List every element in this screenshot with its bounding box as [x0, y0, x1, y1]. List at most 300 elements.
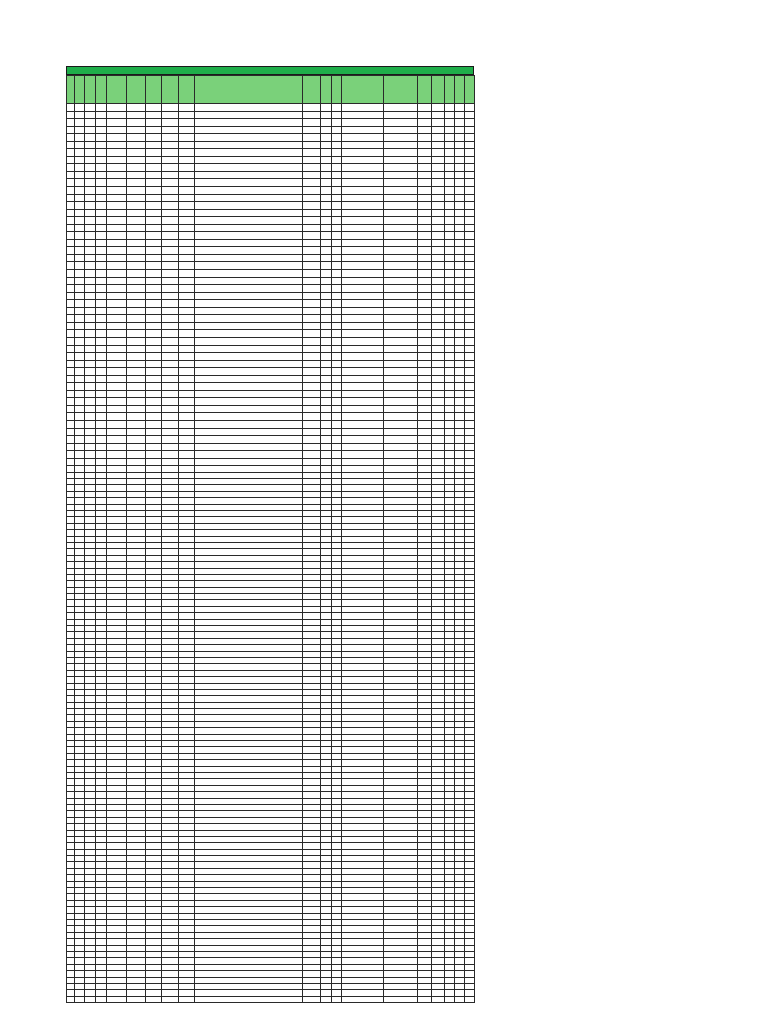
- table-cell[interactable]: [418, 383, 432, 391]
- table-cell[interactable]: [179, 390, 195, 398]
- table-cell[interactable]: [465, 209, 475, 217]
- table-cell[interactable]: [465, 262, 475, 270]
- table-cell[interactable]: [418, 368, 432, 376]
- table-cell[interactable]: [67, 337, 75, 345]
- table-cell[interactable]: [465, 111, 475, 119]
- table-cell[interactable]: [445, 307, 455, 315]
- table-cell[interactable]: [303, 390, 321, 398]
- table-cell[interactable]: [107, 194, 127, 202]
- table-cell[interactable]: [455, 179, 465, 187]
- table-cell[interactable]: [179, 277, 195, 285]
- table-cell[interactable]: [67, 111, 75, 119]
- table-cell[interactable]: [418, 104, 432, 112]
- table-cell[interactable]: [146, 375, 162, 383]
- table-cell[interactable]: [445, 292, 455, 300]
- table-cell[interactable]: [455, 375, 465, 383]
- table-cell[interactable]: [303, 232, 321, 240]
- table-cell[interactable]: [195, 111, 303, 119]
- table-cell[interactable]: [332, 202, 342, 210]
- table-cell[interactable]: [195, 187, 303, 195]
- table-cell[interactable]: [418, 194, 432, 202]
- table-cell[interactable]: [67, 239, 75, 247]
- table-cell[interactable]: [303, 194, 321, 202]
- table-cell[interactable]: [127, 179, 146, 187]
- table-cell[interactable]: [332, 209, 342, 217]
- table-cell[interactable]: [146, 254, 162, 262]
- table-cell[interactable]: [127, 353, 146, 361]
- table-cell[interactable]: [445, 134, 455, 142]
- table-cell[interactable]: [418, 353, 432, 361]
- table-cell[interactable]: [85, 270, 96, 278]
- table-cell[interactable]: [384, 428, 418, 436]
- table-cell[interactable]: [75, 353, 85, 361]
- table-cell[interactable]: [96, 111, 107, 119]
- table-cell[interactable]: [432, 247, 445, 255]
- table-cell[interactable]: [332, 119, 342, 127]
- table-cell[interactable]: [418, 443, 432, 451]
- table-cell[interactable]: [342, 247, 384, 255]
- table-cell[interactable]: [146, 104, 162, 112]
- table-cell[interactable]: [162, 428, 179, 436]
- table-cell[interactable]: [107, 375, 127, 383]
- table-cell[interactable]: [127, 254, 146, 262]
- table-cell[interactable]: [85, 307, 96, 315]
- table-cell[interactable]: [332, 405, 342, 413]
- table-cell[interactable]: [384, 134, 418, 142]
- table-cell[interactable]: [303, 307, 321, 315]
- table-cell[interactable]: [332, 996, 342, 1002]
- table-cell[interactable]: [321, 383, 332, 391]
- table-cell[interactable]: [195, 194, 303, 202]
- table-cell[interactable]: [195, 383, 303, 391]
- table-cell[interactable]: [384, 337, 418, 345]
- table-cell[interactable]: [321, 104, 332, 112]
- table-cell[interactable]: [445, 451, 455, 459]
- table-cell[interactable]: [127, 420, 146, 428]
- table-cell[interactable]: [321, 126, 332, 134]
- table-cell[interactable]: [455, 119, 465, 127]
- table-cell[interactable]: [127, 315, 146, 323]
- table-cell[interactable]: [418, 179, 432, 187]
- table-cell[interactable]: [146, 156, 162, 164]
- table-cell[interactable]: [321, 996, 332, 1002]
- table-cell[interactable]: [418, 300, 432, 308]
- table-cell[interactable]: [67, 277, 75, 285]
- table-cell[interactable]: [179, 436, 195, 444]
- table-cell[interactable]: [445, 420, 455, 428]
- table-cell[interactable]: [195, 179, 303, 187]
- table-cell[interactable]: [107, 164, 127, 172]
- table-cell[interactable]: [146, 390, 162, 398]
- table-cell[interactable]: [162, 270, 179, 278]
- table-cell[interactable]: [384, 307, 418, 315]
- table-cell[interactable]: [85, 368, 96, 376]
- table-cell[interactable]: [332, 254, 342, 262]
- table-cell[interactable]: [303, 164, 321, 172]
- table-cell[interactable]: [432, 315, 445, 323]
- table-cell[interactable]: [107, 262, 127, 270]
- table-cell[interactable]: [303, 239, 321, 247]
- table-cell[interactable]: [432, 405, 445, 413]
- table-cell[interactable]: [195, 141, 303, 149]
- table-cell[interactable]: [127, 322, 146, 330]
- table-cell[interactable]: [162, 315, 179, 323]
- table-cell[interactable]: [67, 149, 75, 157]
- table-cell[interactable]: [107, 360, 127, 368]
- table-cell[interactable]: [162, 307, 179, 315]
- table-cell[interactable]: [96, 126, 107, 134]
- table-cell[interactable]: [332, 337, 342, 345]
- table-cell[interactable]: [67, 179, 75, 187]
- table-cell[interactable]: [465, 232, 475, 240]
- table-cell[interactable]: [445, 330, 455, 338]
- table-cell[interactable]: [67, 171, 75, 179]
- table-cell[interactable]: [303, 353, 321, 361]
- table-cell[interactable]: [162, 202, 179, 210]
- table-cell[interactable]: [303, 451, 321, 459]
- table-cell[interactable]: [146, 141, 162, 149]
- table-cell[interactable]: [342, 164, 384, 172]
- table-cell[interactable]: [303, 285, 321, 293]
- table-cell[interactable]: [107, 171, 127, 179]
- table-cell[interactable]: [445, 368, 455, 376]
- table-cell[interactable]: [342, 307, 384, 315]
- table-cell[interactable]: [96, 224, 107, 232]
- table-cell[interactable]: [67, 224, 75, 232]
- table-cell[interactable]: [418, 322, 432, 330]
- table-cell[interactable]: [465, 224, 475, 232]
- table-cell[interactable]: [321, 254, 332, 262]
- table-cell[interactable]: [332, 420, 342, 428]
- table-cell[interactable]: [342, 270, 384, 278]
- table-cell[interactable]: [85, 104, 96, 112]
- table-cell[interactable]: [321, 194, 332, 202]
- table-cell[interactable]: [127, 126, 146, 134]
- table-cell[interactable]: [146, 353, 162, 361]
- table-cell[interactable]: [418, 996, 432, 1002]
- table-cell[interactable]: [465, 141, 475, 149]
- table-cell[interactable]: [107, 300, 127, 308]
- table-cell[interactable]: [384, 217, 418, 225]
- table-cell[interactable]: [342, 202, 384, 210]
- table-cell[interactable]: [384, 458, 418, 466]
- table-cell[interactable]: [445, 119, 455, 127]
- table-cell[interactable]: [67, 300, 75, 308]
- table-cell[interactable]: [107, 996, 127, 1002]
- table-cell[interactable]: [384, 285, 418, 293]
- table-cell[interactable]: [342, 337, 384, 345]
- table-cell[interactable]: [85, 141, 96, 149]
- table-cell[interactable]: [75, 307, 85, 315]
- table-cell[interactable]: [146, 270, 162, 278]
- table-cell[interactable]: [455, 345, 465, 353]
- table-cell[interactable]: [67, 368, 75, 376]
- table-cell[interactable]: [107, 443, 127, 451]
- table-cell[interactable]: [384, 224, 418, 232]
- table-cell[interactable]: [455, 420, 465, 428]
- table-cell[interactable]: [85, 322, 96, 330]
- table-cell[interactable]: [342, 443, 384, 451]
- table-cell[interactable]: [342, 187, 384, 195]
- table-cell[interactable]: [303, 209, 321, 217]
- table-cell[interactable]: [332, 315, 342, 323]
- table-cell[interactable]: [432, 398, 445, 406]
- table-cell[interactable]: [332, 360, 342, 368]
- table-cell[interactable]: [342, 179, 384, 187]
- table-cell[interactable]: [179, 330, 195, 338]
- table-cell[interactable]: [455, 194, 465, 202]
- table-cell[interactable]: [127, 330, 146, 338]
- table-cell[interactable]: [321, 141, 332, 149]
- table-cell[interactable]: [67, 232, 75, 240]
- table-cell[interactable]: [418, 239, 432, 247]
- table-cell[interactable]: [418, 217, 432, 225]
- table-cell[interactable]: [127, 307, 146, 315]
- table-cell[interactable]: [455, 330, 465, 338]
- table-cell[interactable]: [96, 119, 107, 127]
- table-cell[interactable]: [303, 330, 321, 338]
- table-cell[interactable]: [332, 149, 342, 157]
- table-cell[interactable]: [96, 405, 107, 413]
- table-cell[interactable]: [418, 292, 432, 300]
- table-cell[interactable]: [85, 217, 96, 225]
- table-cell[interactable]: [418, 345, 432, 353]
- table-cell[interactable]: [146, 247, 162, 255]
- table-cell[interactable]: [432, 383, 445, 391]
- table-cell[interactable]: [332, 451, 342, 459]
- table-cell[interactable]: [321, 443, 332, 451]
- table-cell[interactable]: [96, 368, 107, 376]
- table-cell[interactable]: [321, 398, 332, 406]
- table-cell[interactable]: [455, 262, 465, 270]
- table-cell[interactable]: [342, 141, 384, 149]
- table-cell[interactable]: [455, 413, 465, 421]
- table-cell[interactable]: [146, 413, 162, 421]
- table-cell[interactable]: [162, 330, 179, 338]
- table-cell[interactable]: [85, 420, 96, 428]
- table-cell[interactable]: [67, 443, 75, 451]
- table-cell[interactable]: [432, 262, 445, 270]
- table-cell[interactable]: [75, 119, 85, 127]
- table-cell[interactable]: [321, 247, 332, 255]
- table-cell[interactable]: [127, 996, 146, 1002]
- table-cell[interactable]: [85, 224, 96, 232]
- table-cell[interactable]: [303, 405, 321, 413]
- table-cell[interactable]: [162, 420, 179, 428]
- table-cell[interactable]: [85, 164, 96, 172]
- table-cell[interactable]: [465, 451, 475, 459]
- table-cell[interactable]: [465, 126, 475, 134]
- table-cell[interactable]: [96, 239, 107, 247]
- table-cell[interactable]: [162, 247, 179, 255]
- table-cell[interactable]: [195, 307, 303, 315]
- table-cell[interactable]: [162, 224, 179, 232]
- table-cell[interactable]: [146, 179, 162, 187]
- table-cell[interactable]: [418, 141, 432, 149]
- table-cell[interactable]: [107, 292, 127, 300]
- table-cell[interactable]: [179, 428, 195, 436]
- table-cell[interactable]: [85, 126, 96, 134]
- table-cell[interactable]: [96, 360, 107, 368]
- table-cell[interactable]: [303, 254, 321, 262]
- table-cell[interactable]: [75, 104, 85, 112]
- table-cell[interactable]: [445, 126, 455, 134]
- table-cell[interactable]: [146, 383, 162, 391]
- table-cell[interactable]: [67, 307, 75, 315]
- table-cell[interactable]: [107, 405, 127, 413]
- table-cell[interactable]: [321, 156, 332, 164]
- table-cell[interactable]: [303, 360, 321, 368]
- table-cell[interactable]: [179, 996, 195, 1002]
- table-cell[interactable]: [162, 322, 179, 330]
- table-cell[interactable]: [432, 134, 445, 142]
- table-cell[interactable]: [384, 171, 418, 179]
- table-cell[interactable]: [384, 383, 418, 391]
- table-cell[interactable]: [107, 209, 127, 217]
- table-cell[interactable]: [162, 209, 179, 217]
- table-cell[interactable]: [162, 390, 179, 398]
- table-cell[interactable]: [342, 209, 384, 217]
- table-cell[interactable]: [384, 292, 418, 300]
- table-cell[interactable]: [127, 390, 146, 398]
- table-cell[interactable]: [418, 171, 432, 179]
- table-cell[interactable]: [195, 315, 303, 323]
- table-cell[interactable]: [465, 217, 475, 225]
- table-cell[interactable]: [146, 428, 162, 436]
- table-cell[interactable]: [107, 285, 127, 293]
- table-cell[interactable]: [179, 375, 195, 383]
- table-cell[interactable]: [445, 202, 455, 210]
- table-cell[interactable]: [342, 277, 384, 285]
- table-cell[interactable]: [332, 126, 342, 134]
- table-cell[interactable]: [107, 254, 127, 262]
- table-cell[interactable]: [146, 285, 162, 293]
- table-cell[interactable]: [303, 398, 321, 406]
- table-cell[interactable]: [432, 149, 445, 157]
- table-cell[interactable]: [127, 164, 146, 172]
- table-cell[interactable]: [303, 270, 321, 278]
- table-cell[interactable]: [75, 436, 85, 444]
- table-cell[interactable]: [75, 262, 85, 270]
- table-cell[interactable]: [127, 277, 146, 285]
- table-cell[interactable]: [455, 104, 465, 112]
- table-cell[interactable]: [107, 436, 127, 444]
- table-cell[interactable]: [465, 443, 475, 451]
- table-cell[interactable]: [445, 254, 455, 262]
- table-cell[interactable]: [321, 164, 332, 172]
- table-cell[interactable]: [303, 262, 321, 270]
- table-cell[interactable]: [465, 156, 475, 164]
- table-cell[interactable]: [418, 330, 432, 338]
- table-cell[interactable]: [75, 164, 85, 172]
- table-cell[interactable]: [162, 353, 179, 361]
- table-cell[interactable]: [96, 398, 107, 406]
- table-cell[interactable]: [162, 345, 179, 353]
- table-cell[interactable]: [179, 171, 195, 179]
- table-cell[interactable]: [465, 307, 475, 315]
- table-cell[interactable]: [432, 270, 445, 278]
- table-cell[interactable]: [342, 126, 384, 134]
- table-cell[interactable]: [67, 292, 75, 300]
- table-cell[interactable]: [146, 345, 162, 353]
- table-cell[interactable]: [321, 428, 332, 436]
- table-cell[interactable]: [85, 360, 96, 368]
- table-cell[interactable]: [432, 126, 445, 134]
- table-cell[interactable]: [384, 126, 418, 134]
- table-cell[interactable]: [303, 345, 321, 353]
- table-cell[interactable]: [146, 458, 162, 466]
- table-cell[interactable]: [127, 300, 146, 308]
- table-cell[interactable]: [67, 390, 75, 398]
- table-cell[interactable]: [195, 262, 303, 270]
- table-cell[interactable]: [445, 247, 455, 255]
- table-cell[interactable]: [85, 134, 96, 142]
- table-cell[interactable]: [303, 428, 321, 436]
- table-cell[interactable]: [107, 104, 127, 112]
- table-cell[interactable]: [162, 300, 179, 308]
- table-cell[interactable]: [96, 232, 107, 240]
- table-cell[interactable]: [96, 202, 107, 210]
- table-cell[interactable]: [179, 202, 195, 210]
- table-cell[interactable]: [432, 179, 445, 187]
- table-cell[interactable]: [179, 315, 195, 323]
- table-cell[interactable]: [321, 337, 332, 345]
- table-cell[interactable]: [332, 141, 342, 149]
- table-cell[interactable]: [418, 209, 432, 217]
- table-cell[interactable]: [96, 262, 107, 270]
- table-cell[interactable]: [96, 428, 107, 436]
- table-cell[interactable]: [146, 171, 162, 179]
- table-cell[interactable]: [465, 270, 475, 278]
- table-cell[interactable]: [195, 277, 303, 285]
- table-cell[interactable]: [195, 375, 303, 383]
- table-cell[interactable]: [107, 179, 127, 187]
- table-cell[interactable]: [85, 111, 96, 119]
- table-cell[interactable]: [332, 217, 342, 225]
- table-cell[interactable]: [321, 239, 332, 247]
- table-cell[interactable]: [146, 232, 162, 240]
- table-cell[interactable]: [85, 458, 96, 466]
- table-cell[interactable]: [321, 202, 332, 210]
- table-cell[interactable]: [85, 405, 96, 413]
- table-cell[interactable]: [321, 149, 332, 157]
- table-cell[interactable]: [384, 413, 418, 421]
- table-cell[interactable]: [455, 307, 465, 315]
- table-cell[interactable]: [162, 375, 179, 383]
- table-cell[interactable]: [418, 375, 432, 383]
- table-cell[interactable]: [445, 171, 455, 179]
- table-cell[interactable]: [465, 368, 475, 376]
- table-cell[interactable]: [127, 270, 146, 278]
- table-cell[interactable]: [75, 337, 85, 345]
- table-cell[interactable]: [179, 413, 195, 421]
- table-cell[interactable]: [465, 171, 475, 179]
- table-cell[interactable]: [75, 368, 85, 376]
- table-cell[interactable]: [85, 262, 96, 270]
- table-cell[interactable]: [418, 187, 432, 195]
- table-cell[interactable]: [418, 458, 432, 466]
- table-cell[interactable]: [455, 337, 465, 345]
- table-cell[interactable]: [75, 141, 85, 149]
- table-cell[interactable]: [162, 134, 179, 142]
- table-cell[interactable]: [85, 156, 96, 164]
- table-cell[interactable]: [107, 353, 127, 361]
- table-cell[interactable]: [162, 104, 179, 112]
- table-cell[interactable]: [321, 224, 332, 232]
- table-cell[interactable]: [432, 254, 445, 262]
- table-cell[interactable]: [107, 345, 127, 353]
- table-cell[interactable]: [321, 360, 332, 368]
